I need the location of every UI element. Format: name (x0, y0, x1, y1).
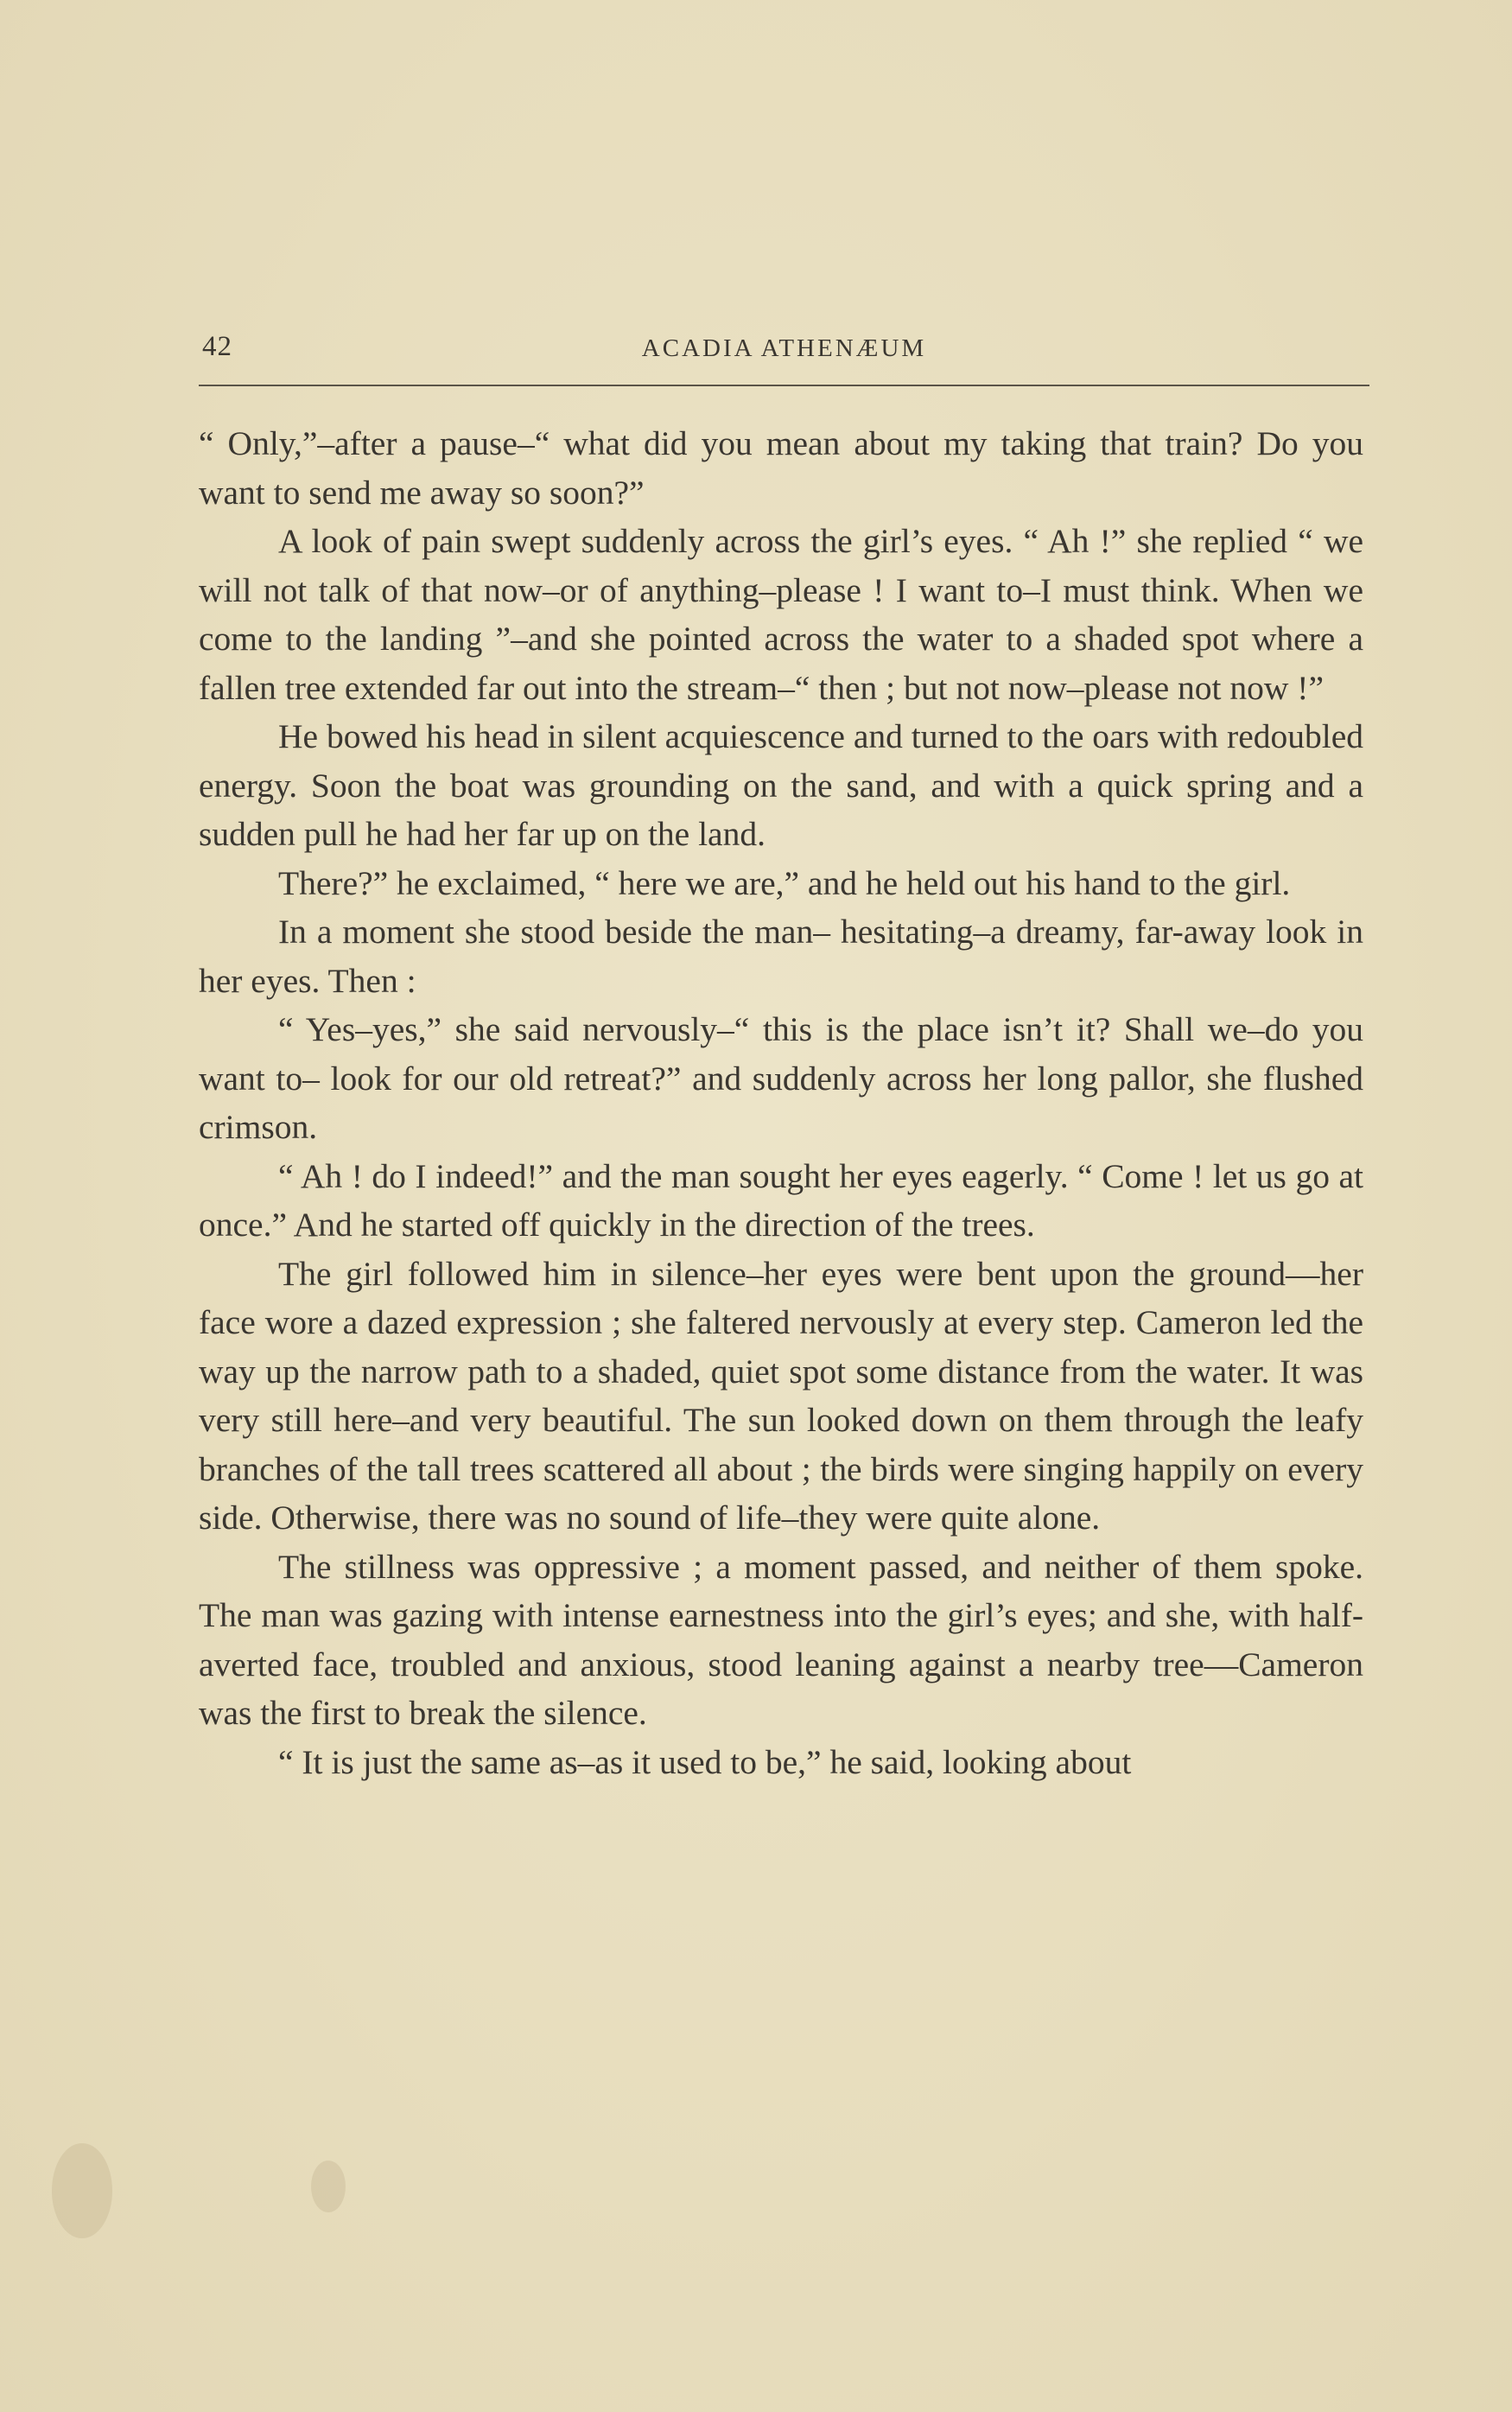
paragraph: “ Ah ! do I indeed!” and the man sought her eyes eagerly. “ Come ! let us go at once.” And he started off quickly in the direction of the trees. (199, 1156, 1363, 1244)
paragraph: The girl followed him in silence–her eyes were bent upon the ground—her face wore a dazed expression ; she faltered nervously at every step. Cameron led the way up the narrow path to a shaded, quiet spot some distance from the water. It was very still here–and very beautiful. The sun looked down on them through the leafy branches of the tall trees scattered all about ; the birds were singing happily on every side. Otherwise, there was no sound of life–they were quite alone. (199, 1254, 1363, 1537)
paragraph: “ Only,”–after a pause–“ what did you mean about my taking that train? Do you want to send me away so soon?” (199, 424, 1363, 512)
page-number: 42 (202, 331, 232, 362)
paper-stain (311, 2161, 346, 2212)
paragraph: There?” he exclaimed, “ here we are,” and he held out his hand to the girl. (278, 863, 1291, 902)
running-head (199, 331, 1369, 374)
header-rule (199, 385, 1369, 386)
paragraph: In a moment she stood beside the man– hesitating–a dreamy, far-away look in her eyes. Then : (199, 913, 1363, 1000)
paragraph: “ It is just the same as–as it used to be,” he said, looking about (278, 1742, 1132, 1781)
paper-stain (52, 2143, 112, 2238)
paragraph: The stillness was oppressive ; a moment passed, and neither of them spoke. The man was gazing with intense earnestness into the girl’s eyes; and she, with half-averted face, troubled and anxious, stood leaning against a nearby tree—Cameron was the first to break the silence. (199, 1547, 1363, 1732)
body-text (199, 419, 1363, 1786)
paragraph: He bowed his head in silent acquiescence and turned to the oars with redoubled energy. Soon the boat was grounding on the sand, and with a quick spring and a sudden pull he had her far up on the land. (199, 717, 1363, 853)
journal-title: ACADIA ATHENÆUM (641, 334, 927, 362)
paragraph: “ Yes–yes,” she said nervously–“ this is the place isn’t it? Shall we–do you want to– look for our old retreat?” and suddenly across her long pallor, she flushed crimson. (199, 1010, 1363, 1146)
paragraph: A look of pain swept suddenly across the girl’s eyes. “ Ah !” she replied “ we will not talk of that now–or of anything–please ! I want to–I must think. When we come to the landing ”–and she pointed across the water to a shaded spot where a fallen tree extended far out into the stream–“ then ; but not now–please not now !” (199, 522, 1363, 707)
